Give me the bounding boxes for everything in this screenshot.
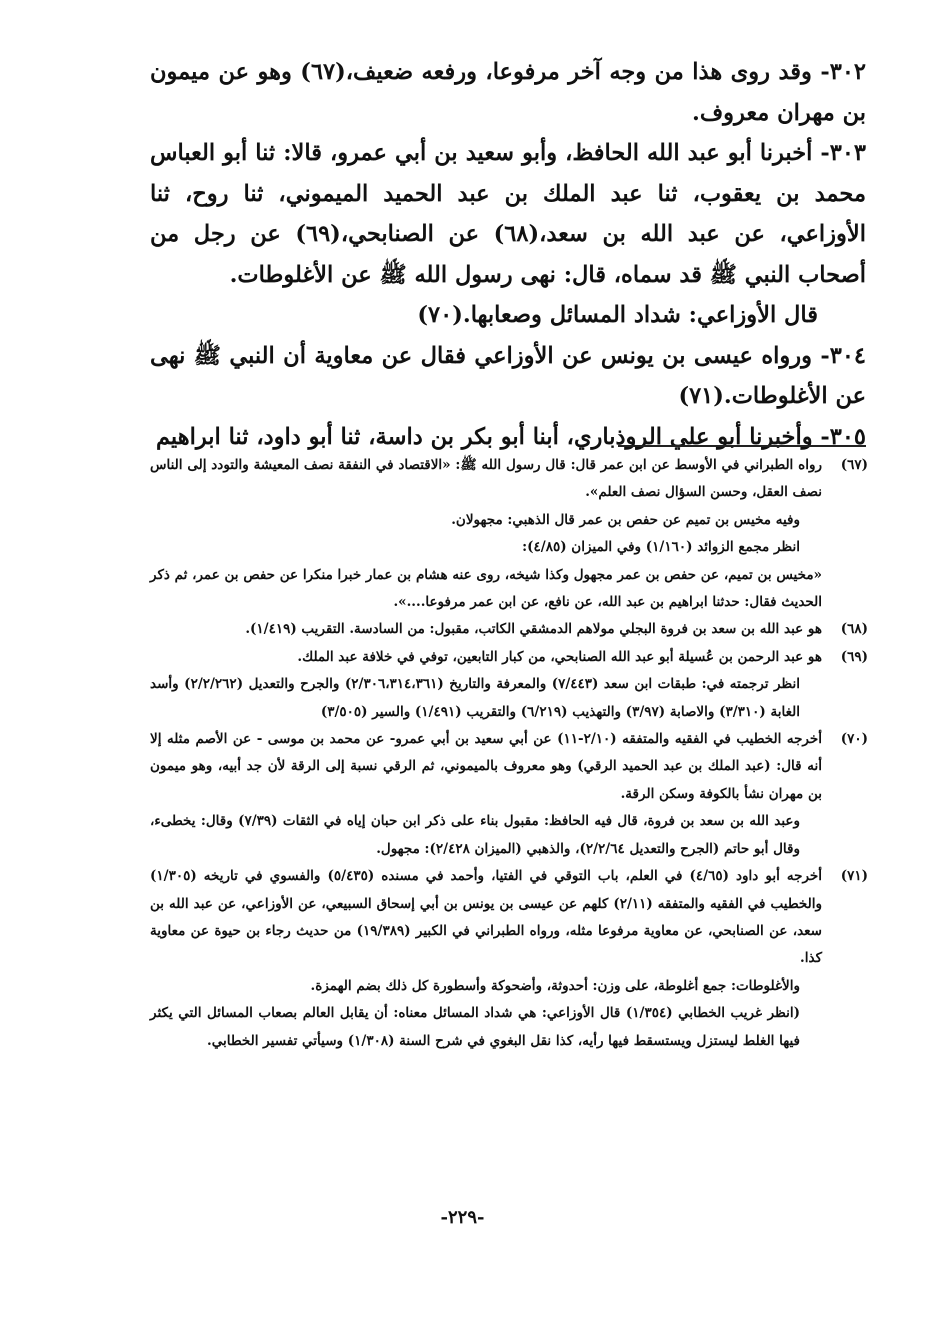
footnote-paragraph: رواه الطبراني في الأوسط عن ابن عمر قال: قال رسول الله ﷺ: «الاقتصاد في النفقة نصف المعيشة والتودد إلى الناس نصف العقل، وحسن السؤال نصف العلم». [150,457,822,501]
footnote-paragraph: انظر ترجمته في: طبقات ابن سعد (٧/٤٤٣) والمعرفة والتاريخ (٢/٣٠٦،٣١٤،٣٦١) والجرح والتعديل (٢/٢/٢٦٢) وأسد الغابة (٣/٣١٠) والاصابة (٣/٩٧) والتهذيب (٦/٢١٩) والتقريب (١/٤٩١) والسير (٣/٥٠٥) [150,676,800,720]
footnote-70 [150,726,868,863]
main-text [150,52,866,457]
footnote-paragraph: والأغلوطات: جمع أغلوطة، على وزن: أحدوثة، وأضحوكة وأسطورة كل ذلك بضم الهمزة. [310,977,800,994]
footnote-body [150,644,822,726]
footnote-number: (٦٩) [840,648,868,665]
awzai-quote: قال الأوزاعي: شداد المسائل وصعابها.(٧٠) [417,302,818,328]
page-number: -٢٢٩- [440,1207,485,1228]
footnote-69 [150,644,868,726]
paragraph-303: ٣٠٣- أخبرنا أبو عبد الله الحافظ، وأبو سعيد بن أبي عمرو، قالا: ثنا أبو العباس محمد بن يعقوب، ثنا عبد الملك بن عبد الحميد الميموني، ثنا روح، ثنا الأوزاعي، عن عبد الله بن سعد،(٦٨) عن الصنابحي،(٦٩) عن رجل من أصحاب النبي ﷺ قد سماه، قال: نهى رسول الله ﷺ عن الأغلوطات. [150,140,866,288]
footnote-paragraph: «مخيس بن تميم، عن حفص بن عمر مجهول وكذا شيخه، روى عنه هشام بن عمار خبرا منكرا عن حفص بن عمر، ثم ذكر الحديث فقال: حدثنا ابراهيم بن عبد الله، عن نافع، عن ابن عمر مرفوعا....». [150,566,822,611]
footnote-paragraph: انظر مجمع الزوائد (١/١٦٠) وفي الميزان (٤/٨٥): [522,539,800,556]
footnote-paragraph: هو عبد الرحمن بن عُسيلة أبو عبد الله الصنابحي، من كبار التابعين، توفي في خلافة عبد الملك. [297,648,822,665]
footnote-number: (٧٠) [840,731,868,748]
footnote-body [150,726,822,863]
footnote-body [150,616,822,643]
footnote-paragraph: أخرجه الخطيب في الفقيه والمتفقه (٢/١٠-١١) عن أبي سعيد بن أبي عمرو- عن محمد بن موسى - عن الأصم مثله إلا أنه قال: (عبد الملك بن عبد الحميد الرقي) وهو معروف بالميموني، ثم الرقي نسبة إلى الرقة لأن جد أبيه، وهو ميمون بن مهران نشأ بالكوفة وسكن الرقة. [150,731,822,802]
paragraph-302: ٣٠٢- وقد روى هذا من وجه آخر مرفوعا، ورفعه ضعيف،(٦٧) وهو عن ميمون بن مهران معروف. [150,59,866,126]
footnote-paragraph: هو عبد الله بن سعد بن فروة البجلي مولاهم الدمشقي الكاتب، مقبول: من السادسة. التقريب (١/٤١٩). [245,621,822,638]
footnotes [150,452,868,1055]
footnote-number: (٦٧) [840,457,868,473]
footnote-separator [618,445,866,447]
footnote-67 [150,452,868,616]
paragraph-304: ٣٠٤- ورواه عيسى بن يونس عن الأوزاعي فقال عن معاوية أن النبي ﷺ نهى عن الأغلوطات.(٧١) [150,342,866,409]
footnote-paragraph: (انظر غريب الخطابي (١/٣٥٤) قال الأوزاعي: هي شداد المسائل معناه: أن يقابل العالم بصعاب المسائل التي يكثر فيها الغلط ليستزل ويستسقط فيها رأيه، كذا نقل البغوي في شرح السنة (١/٣٠٨) وسيأتي تفسير الخطابي. [150,1005,801,1049]
paragraph-305: ٣٠٥- وأخبرنا أبو علي الروذباري، أبنا أبو بكر بن داسة، ثنا أبو داود، ثنا ابراهيم [155,423,866,450]
footnote-body [150,863,822,1055]
footnote-71 [150,863,868,1055]
footnote-paragraph: وفيه مخيس بن تميم عن حفص بن عمر قال الذهبي: مجهولان. [451,511,800,528]
footnote-paragraph: أخرجه أبو داود (٤/٦٥) في العلم، باب التوقي في الفتيا، وأحمد في مسنده (٥/٤٣٥) والفسوي في تاريخه (١/٣٠٥) والخطيب في الفقيه والمتفقه (٢/١١) كلهم عن عيسى بن يونس بن أبي إسحاق السبيعي، عن الأوزاعي، عن عبد الله بن سعد، عن الصنابحي، عن معاوية مرفوعا مثله، ورواه الطبراني في الكبير (١٩/٣٨٩) من حديث رجاء بن حيوة عن معاوية كذا. [150,868,823,967]
footnote-number: (٧١) [840,868,868,885]
footnote-paragraph: وعبد الله بن سعد بن فروة، قال فيه الحافظ: مقبول بناء على ذكر ابن حبان إياه في الثقات (٧/٣٩) وقال: يخطىء، وقال أبو حاتم (الجرح والتعديل ٢/٢/٦٤)، والذهبي (الميزان ٢/٤٢٨): مجهول. [150,813,800,857]
footnote-68 [150,616,868,643]
footnote-number: (٦٨) [840,621,868,638]
footnote-body [150,452,822,616]
